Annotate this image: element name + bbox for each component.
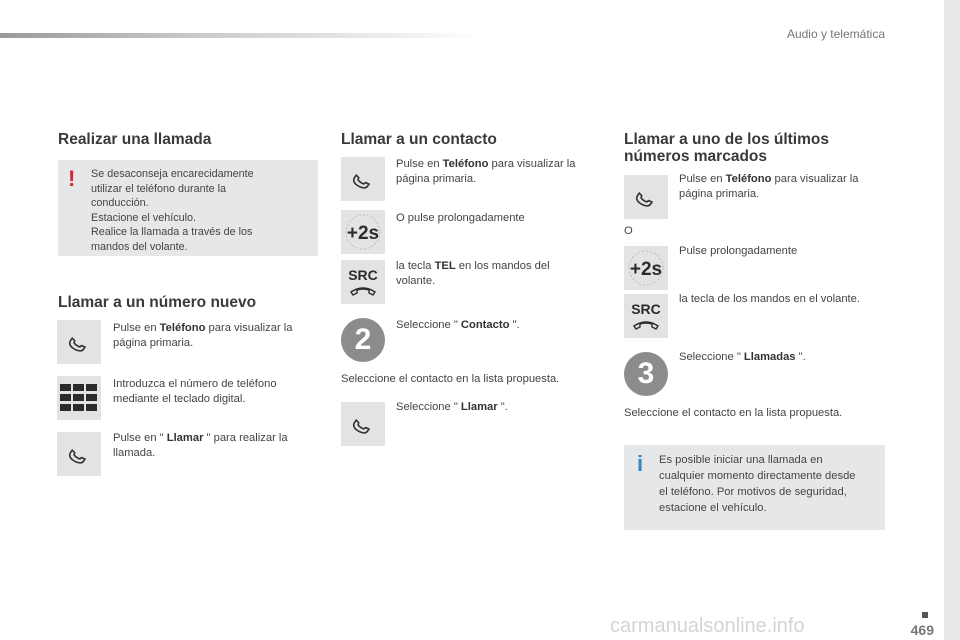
hold-2s-icon: [341, 210, 385, 254]
col3-step3-text: la tecla de los mandos en el volante.: [679, 293, 860, 305]
hold-2s-label: +2s: [629, 259, 663, 280]
col3-title: Llamar a uno de los últimos números marcados: [624, 131, 829, 165]
col2-step6-text: Seleccione " Llamar ".: [396, 401, 508, 413]
step-number-3: 3: [624, 352, 668, 396]
phone-icon: [57, 432, 101, 476]
col2-step2-text: O pulse prolongadamente: [396, 212, 525, 224]
col1-step2-text: Introduzca el número de teléfono mediante el teclado digital.: [113, 378, 277, 405]
col2-step1-text: Pulse en Teléfono para visualizar la página primaria.: [396, 158, 576, 185]
src-label: SRC: [348, 267, 378, 283]
warning-box: [58, 160, 318, 256]
page-marker: [922, 612, 928, 618]
page-number: 469: [910, 622, 934, 638]
col3-step2-text: Pulse prolongadamente: [679, 245, 798, 257]
phone-icon: [57, 320, 101, 364]
src-button-icon: [624, 294, 668, 338]
col3-or: O: [624, 225, 633, 237]
hold-2s-label: +2s: [346, 223, 380, 244]
step-number-2: 2: [341, 318, 385, 362]
watermark: carmanualsonline.info: [610, 615, 805, 637]
hold-2s-icon: [624, 246, 668, 290]
phone-icon: [624, 175, 668, 219]
src-button-icon: [341, 260, 385, 304]
page-edge-bar: [944, 0, 960, 640]
col2-step4-text: Seleccione " Contacto ".: [396, 319, 520, 331]
src-label: SRC: [631, 301, 661, 317]
phone-icon: [341, 157, 385, 201]
warning-icon: !: [68, 166, 76, 191]
info-icon: i: [637, 451, 644, 476]
col3-step5-text: Seleccione el contacto en la lista propuesta.: [624, 407, 843, 419]
col1-title: Realizar una llamada: [58, 131, 212, 148]
info-box: [624, 445, 885, 530]
warning-text: Se desaconseja encarecidamente utilizar el teléfono durante la conducción. Estacione el vehículo. Realice la llamada a través de los mandos del volante.: [91, 168, 254, 253]
col1-step3-text: Pulse en " Llamar " para realizar la llamada.: [113, 432, 288, 459]
section-title: Audio y telemática: [786, 27, 885, 41]
col1-subtitle: Llamar a un número nuevo: [58, 294, 257, 311]
col2-step5-text: Seleccione el contacto en la lista propuesta.: [341, 373, 560, 385]
col3-step4-text: Seleccione " Llamadas ".: [679, 351, 806, 363]
header-gradient-bar: [0, 33, 480, 38]
col2-step3-text: la tecla TEL en los mandos del volante.: [396, 260, 550, 287]
col1-step1-text: Pulse en Teléfono para visualizar la página primaria.: [113, 322, 293, 349]
col3-step1-text: Pulse en Teléfono para visualizar la página primaria.: [679, 173, 859, 200]
col2-title: Llamar a un contacto: [341, 131, 497, 148]
info-text: Es posible iniciar una llamada en cualquier momento directamente desde el teléfono. Por motivos de seguridad, estacione el vehículo.: [659, 454, 856, 514]
keypad-icon: [57, 376, 101, 420]
phone-icon: [341, 402, 385, 446]
